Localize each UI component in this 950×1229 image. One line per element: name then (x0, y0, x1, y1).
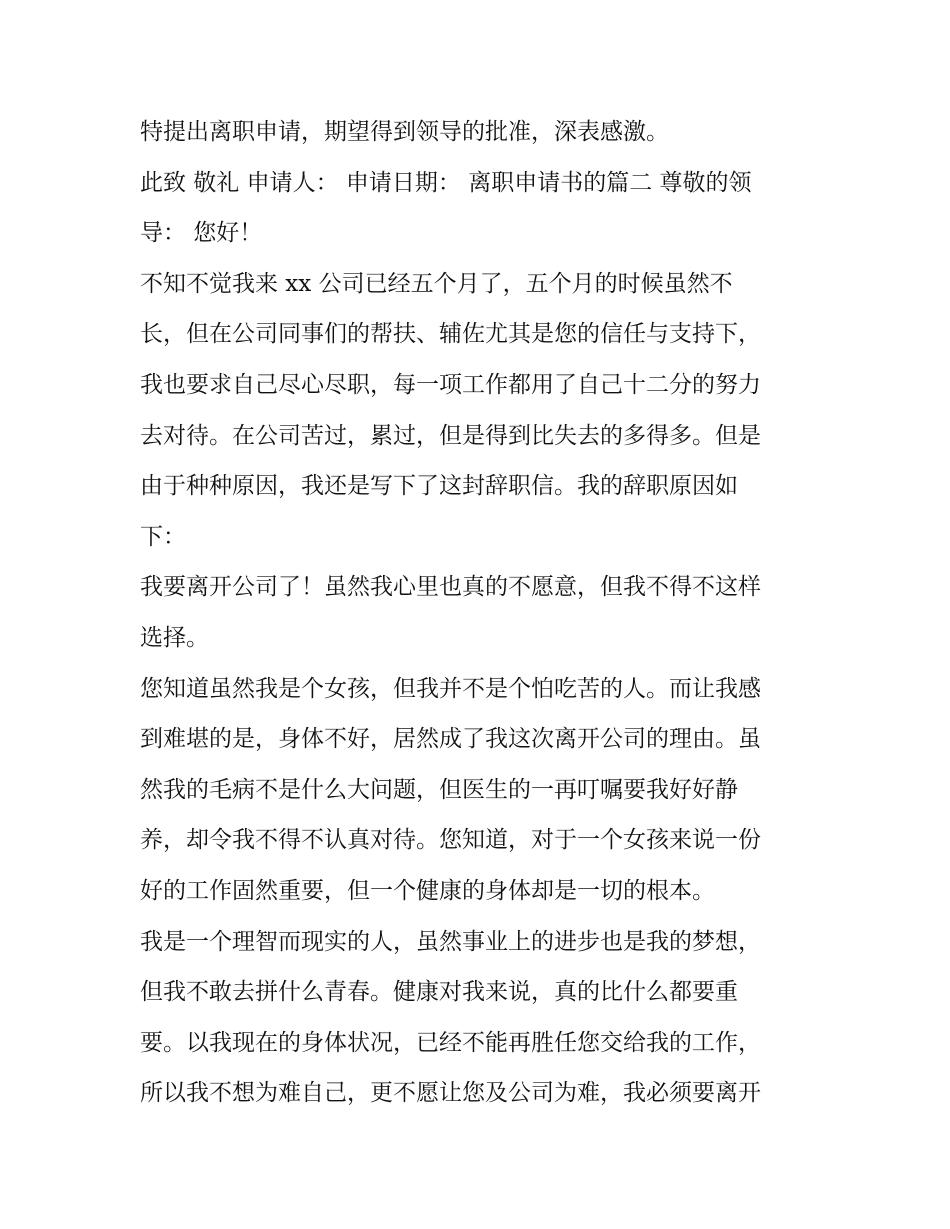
text-line: 长，但在公司同事们的帮扶、辅佐尤其是您的信任与支持下， (140, 321, 761, 348)
text-line: 好的工作固然重要，但一个健康的身体却是一切的根本。 (140, 877, 715, 904)
text-line: 不知不觉我来 xx 公司已经五个月了，五个月的时候虽然不 (140, 270, 733, 297)
text-line: 到难堪的是，身体不好，居然成了我这次离开公司的理由。虽 (140, 726, 761, 753)
text-line: 但我不敢去拼什么青春。健康对我来说，真的比什么都要重 (140, 979, 738, 1006)
text-line: 此致 敬礼 申请人： 申请日期： 离职申请书的篇二 尊敬的领 (140, 169, 752, 196)
text-line: 然我的毛病不是什么大问题，但医生的一再叮嘱要我好好静 (140, 776, 738, 803)
text-line: 养，却令我不得不认真对待。您知道，对于一个女孩来说一份 (140, 827, 761, 854)
text-line: 您知道虽然我是个女孩，但我并不是个怕吃苦的人。而让我感 (140, 675, 761, 702)
text-line: 我是一个理智而现实的人，虽然事业上的进步也是我的梦想， (140, 928, 761, 955)
text-line: 我要离开公司了！虽然我心里也真的不愿意，但我不得不这样 (140, 574, 761, 601)
text-line: 所以我不想为难自己，更不愿让您及公司为难，我必须要离开 (140, 1080, 761, 1107)
text-line: 由于种种原因，我还是写下了这封辞职信。我的辞职原因如 (140, 473, 738, 500)
text-line: 我也要求自己尽心尽职，每一项工作都用了自己十二分的努力 (140, 371, 761, 398)
text-line: 去对待。在公司苦过，累过，但是得到比失去的多得多。但是 (140, 422, 761, 449)
text-line: 导： 您好！ (140, 220, 263, 247)
text-line: 下： (140, 523, 186, 550)
text-line: 选择。 (140, 624, 209, 651)
text-line: 要。以我现在的身体状况，已经不能再胜任您交给我的工作， (140, 1029, 761, 1056)
text-line: 特提出离职申请，期望得到领导的批准，深表感激。 (140, 119, 669, 145)
letter-body (140, 107, 820, 1119)
